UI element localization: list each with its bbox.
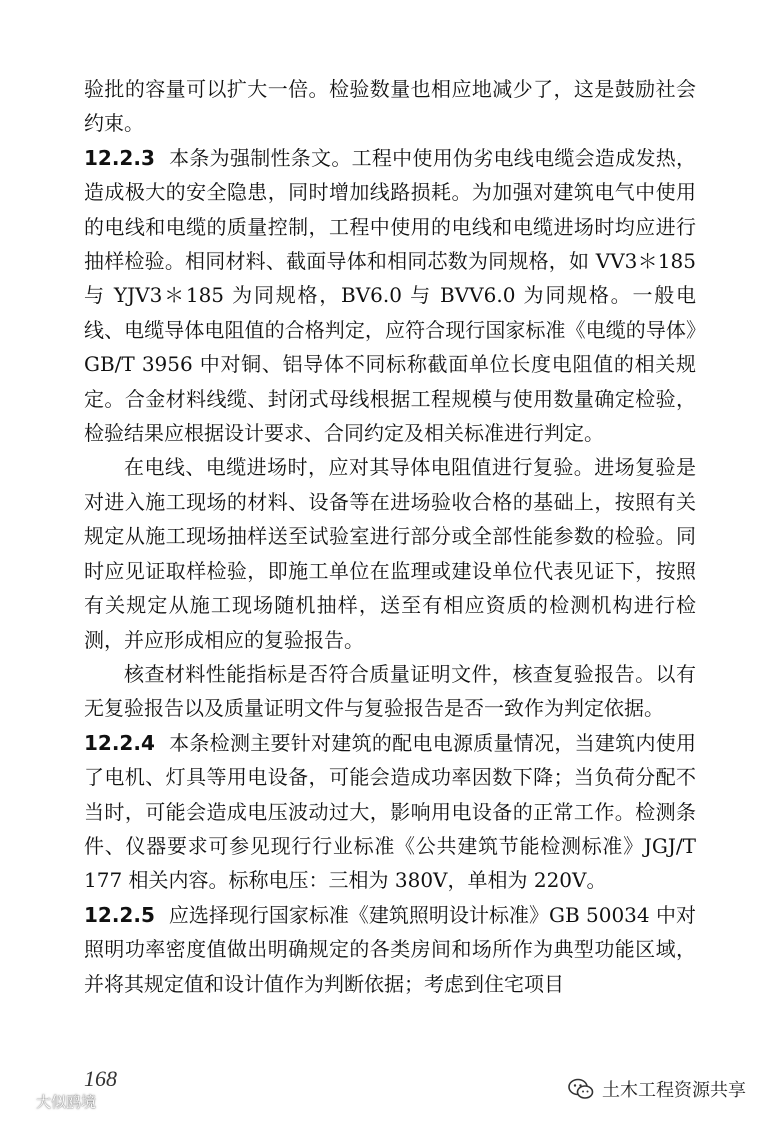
watermark-right [568, 1076, 746, 1102]
wechat-icon [568, 1078, 594, 1100]
paragraph-text: 验批的容量可以扩大一倍。检验数量也相应地减少了，这是鼓励社会约束。 [84, 77, 696, 136]
clause-number: 12.2.4 [84, 730, 155, 755]
page-number: 168 [84, 1066, 117, 1091]
paragraph-verification [84, 657, 696, 726]
clause-12-2-5 [84, 898, 696, 1001]
clause-12-2-3 [84, 141, 696, 451]
clause-text: 本条检测主要针对建筑的配电电源质量情况，当建筑内使用了电机、灯具等用电设备，可能会造成功率因数下降；当负荷分配不当时，可能会造成电压波动过大，影响用电设备的正常工作。检测条件、仪器要求可参见现行行业标准《公共建筑节能检测标准》JGJ/T 177 相关内容。标称电压：三相为 380V，单相为 220V。 [84, 730, 696, 893]
watermark-left [8, 1090, 96, 1112]
paragraph-text: 在电线、电缆进场时，应对其导体电阻值进行复验。进场复验是对进入施工现场的材料、设备等在进场验收合格的基础上，按照有关规定从施工现场抽样送至试验室进行部分或全部性能参数的检验。同时应见证取样检验，即施工单位在监理或建设单位代表见证下，按照有关规定从施工现场随机抽样，送至有相应资质的检测机构进行检测，并应形成相应的复验报告。 [84, 455, 696, 652]
watermark-left-text: 大似鸥境 [36, 1092, 97, 1111]
paragraph-retest [84, 450, 696, 656]
weibo-icon [8, 1090, 30, 1112]
paragraph-text: 核查材料性能指标是否符合质量证明文件，核查复验报告。以有无复验报告以及质量证明文件与复验报告是否一致作为判定依据。 [84, 661, 696, 721]
clause-number: 12.2.5 [84, 902, 155, 927]
watermark-right-text: 土木工程资源共享 [602, 1080, 746, 1101]
clause-12-2-4 [84, 726, 696, 898]
document-body [84, 72, 696, 1001]
clause-text: 本条为强制性条文。工程中使用伪劣电线电缆会造成发热，造成极大的安全隐患，同时增加线路损耗。为加强对建筑电气中使用的电线和电缆的质量控制，工程中使用的电线和电缆进场时均应进行抽样检验。相同材料、截面导体和相同芯数为同规格，如 VV3＊185 与 YJV3＊185 为同规格，BV6.0 与 BVV6.0 为同规格。一般电线、电缆导体电阻值的合格判定，应符合现行国家标准《电缆的导体》GB/T 3956 中对铜、铝导体不同标称截面单位长度电阻值的相关规定。合金材料线缆、封闭式母线根据工程规模与使用数量确定检验，检验结果应根据设计要求、合同约定及相关标准进行判定。 [84, 145, 696, 446]
clause-text: 应选择现行国家标准《建筑照明设计标准》GB 50034 中对照明功率密度值做出明确规定的各类房间和场所作为典型功能区域，并将其规定值和设计值作为判断依据；考虑到住宅项目 [84, 902, 696, 996]
clause-number: 12.2.3 [84, 145, 155, 170]
paragraph-continuation [84, 72, 696, 141]
